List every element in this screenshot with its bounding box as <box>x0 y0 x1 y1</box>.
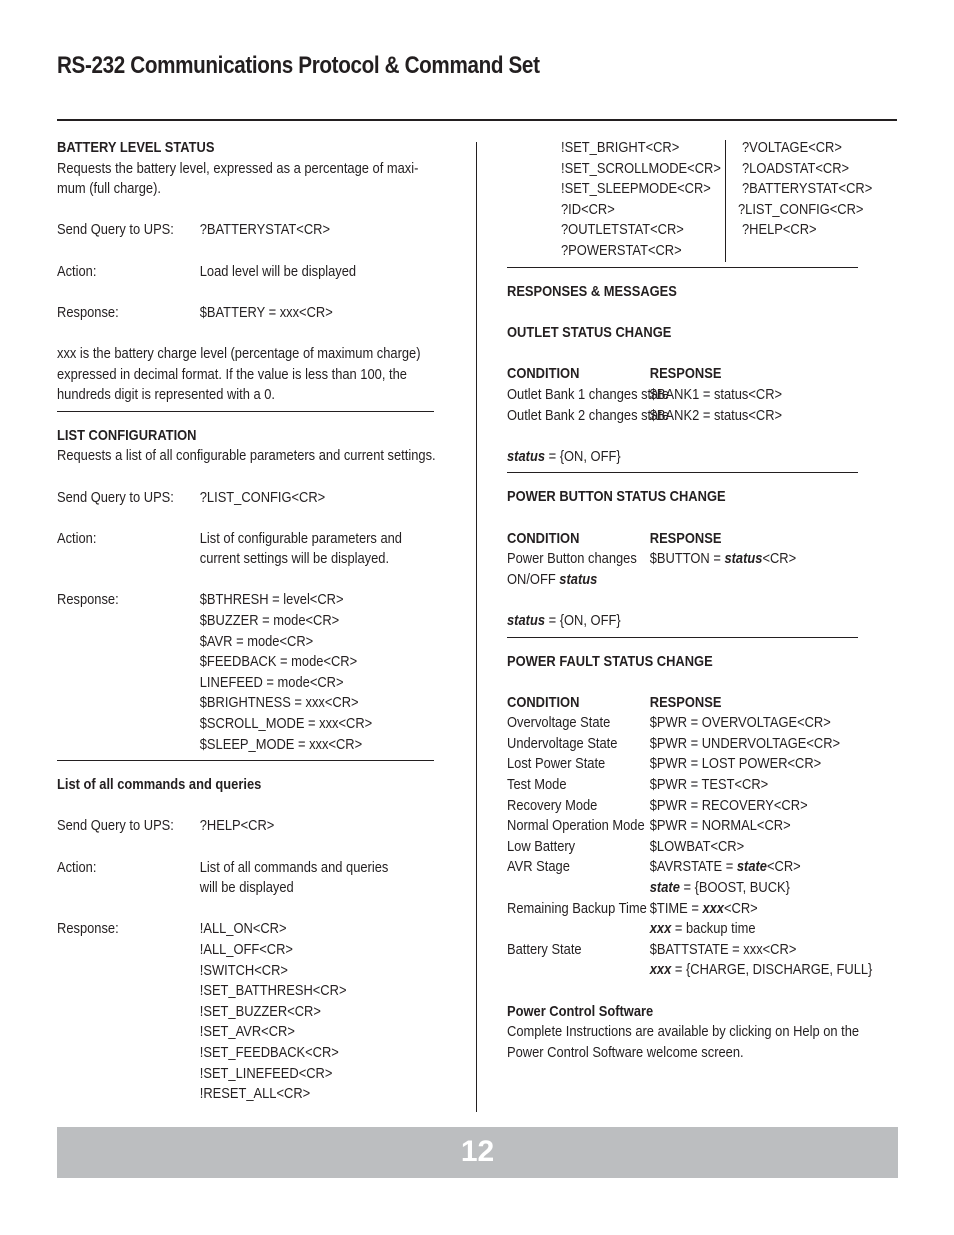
field-value: List of all commands and queries <box>199 858 389 876</box>
table-note-row <box>507 878 851 899</box>
condition-header: CONDITION <box>507 693 580 711</box>
field-value: $BATTERY = xxx<CR> <box>199 303 333 321</box>
section-divider <box>507 267 858 268</box>
note-line: hundreds digit is represented with a 0. <box>57 386 275 404</box>
response-row <box>57 303 392 324</box>
table-row <box>507 816 851 837</box>
condition-cell: Normal Operation Mode <box>507 817 645 835</box>
field-label: Action: <box>57 529 97 547</box>
response-cell: $BANK1 = status<CR> <box>649 385 783 403</box>
page-number: 12 <box>460 1135 495 1168</box>
footer-bar <box>57 1127 898 1178</box>
response-cell: $AVRSTATE = state<CR> <box>649 858 801 876</box>
power-fault-section <box>507 652 907 982</box>
status-definition: status = {ON, OFF} <box>507 611 621 629</box>
section-divider <box>57 760 434 761</box>
command-line: ?LIST_CONFIG<CR> <box>738 200 864 218</box>
command-line: !SET_LINEFEED<CR> <box>199 1064 333 1082</box>
condition-cell: Outlet Bank 1 changes state <box>507 385 670 403</box>
table-row <box>507 899 851 920</box>
command-line: ?ID<CR> <box>561 200 615 218</box>
condition-cell: Overvoltage State <box>507 714 611 732</box>
command-line: !SWITCH<CR> <box>199 961 288 979</box>
response-line: $SCROLL_MODE = xxx<CR> <box>199 715 373 733</box>
column-divider <box>476 142 477 1112</box>
response-line: $FEEDBACK = mode<CR> <box>199 653 358 671</box>
table-row <box>507 549 851 570</box>
section-divider <box>507 472 858 473</box>
commands-continued <box>561 138 907 262</box>
section-heading: LIST CONFIGURATION <box>57 426 197 444</box>
field-value: current settings will be displayed. <box>199 550 390 568</box>
condition-cell: Low Battery <box>507 837 576 855</box>
condition-cell: ON/OFF status <box>507 570 598 588</box>
command-line: !SET_BUZZER<CR> <box>199 1002 321 1020</box>
status-definition: status = {ON, OFF} <box>507 447 621 465</box>
response-cell: $PWR = LOST POWER<CR> <box>649 755 822 773</box>
table-row <box>507 857 851 878</box>
description-line: Requests the battery level, expressed as a percentage of maxi- <box>57 159 419 177</box>
outlet-status-section <box>507 323 907 467</box>
section-divider <box>57 411 434 412</box>
list-configuration-section <box>57 426 447 756</box>
table-row <box>507 406 851 427</box>
response-cell: $PWR = OVERVOLTAGE<CR> <box>649 714 831 732</box>
subsection-heading: POWER FAULT STATUS CHANGE <box>507 652 713 670</box>
commands-divider <box>725 140 726 262</box>
field-value: ?HELP<CR> <box>199 817 275 835</box>
command-line: !SET_FEEDBACK<CR> <box>199 1043 339 1061</box>
command-line: ?OUTLETSTAT<CR> <box>561 221 684 239</box>
description-line: Power Control Software welcome screen. <box>507 1043 744 1061</box>
description-line: Requests a list of all configurable parameters and current settings. <box>57 447 436 465</box>
condition-header: CONDITION <box>507 365 580 383</box>
right-column <box>507 138 907 1063</box>
field-label: Send Query to UPS: <box>57 488 174 506</box>
description-line: mum (full charge). <box>57 180 161 198</box>
field-value: ?BATTERYSTAT<CR> <box>199 221 330 239</box>
condition-cell: Battery State <box>507 940 582 958</box>
condition-cell: Lost Power State <box>507 755 606 773</box>
action-row <box>57 858 392 879</box>
response-line: $SLEEP_MODE = xxx<CR> <box>199 735 363 753</box>
power-button-section <box>507 487 907 631</box>
action-row <box>57 529 402 550</box>
command-line: ?POWERSTAT<CR> <box>561 241 682 259</box>
section-heading: RESPONSES & MESSAGES <box>507 283 677 300</box>
table-row <box>507 775 851 796</box>
description-line: Complete Instructions are available by clicking on Help on the <box>507 1023 860 1041</box>
command-line: !ALL_OFF<CR> <box>199 940 293 958</box>
condition-cell: Power Button changes <box>507 550 637 568</box>
field-value: List of configurable parameters and <box>199 529 402 547</box>
response-cell: $BANK2 = status<CR> <box>649 406 783 424</box>
send-query-row <box>57 220 392 241</box>
commands-continued-right <box>738 138 893 262</box>
field-label: Action: <box>57 262 97 280</box>
table-note-row <box>507 919 851 940</box>
response-line: $BRIGHTNESS = xxx<CR> <box>199 694 359 712</box>
command-line: ?HELP<CR> <box>742 221 817 239</box>
condition-cell: AVR Stage <box>507 858 570 876</box>
field-label: Action: <box>57 858 97 876</box>
left-column <box>57 138 447 1105</box>
title-rule <box>57 119 897 121</box>
table-note-row <box>507 960 873 981</box>
commands-continued-left <box>561 138 725 262</box>
table-row <box>507 940 851 961</box>
command-line: !SET_AVR<CR> <box>199 1023 295 1041</box>
subsection-heading: OUTLET STATUS CHANGE <box>507 324 672 342</box>
response-note: state = {BOOST, BUCK} <box>649 879 790 897</box>
command-line: !SET_BRIGHT<CR> <box>561 139 680 156</box>
send-query-row <box>57 488 392 509</box>
response-note: xxx = backup time <box>649 920 756 938</box>
response-cell: $PWR = UNDERVOLTAGE<CR> <box>649 734 841 752</box>
response-line: LINEFEED = mode<CR> <box>199 673 344 691</box>
note-line: expressed in decimal format. If the value is less than 100, the <box>57 365 407 383</box>
response-cell: $TIME = xxx<CR> <box>649 899 758 917</box>
response-line: $AVR = mode<CR> <box>199 632 314 650</box>
field-value: will be displayed <box>199 879 294 897</box>
command-line: !SET_SCROLLMODE<CR> <box>561 159 721 177</box>
table-row <box>507 837 851 858</box>
condition-cell: Test Mode <box>507 776 567 794</box>
command-line: ?LOADSTAT<CR> <box>742 159 850 177</box>
condition-cell: Outlet Bank 2 changes state <box>507 406 670 424</box>
condition-cell: Remaining Backup Time <box>507 899 647 917</box>
table-header <box>507 364 851 385</box>
command-line: !RESET_ALL<CR> <box>199 1085 311 1103</box>
page-title: RS-232 Communications Protocol & Command Set <box>57 52 540 79</box>
response-cell: $PWR = RECOVERY<CR> <box>649 796 808 814</box>
table-header <box>507 529 851 550</box>
response-header: RESPONSE <box>649 365 722 383</box>
condition-cell: Undervoltage State <box>507 734 618 752</box>
response-line: $BUZZER = mode<CR> <box>199 612 340 630</box>
field-value: ?LIST_CONFIG<CR> <box>199 488 326 506</box>
subsection-heading: Power Control Software <box>507 1002 654 1020</box>
field-label: Response: <box>57 920 119 938</box>
battery-level-section <box>57 138 447 406</box>
condition-cell: Recovery Mode <box>507 796 598 814</box>
section-heading: BATTERY LEVEL STATUS <box>57 139 215 156</box>
field-label: Response: <box>57 591 119 609</box>
field-label: Send Query to UPS: <box>57 817 174 835</box>
response-cell: $BUTTON = status<CR> <box>649 550 797 568</box>
response-cell: $PWR = NORMAL<CR> <box>649 817 791 835</box>
response-row <box>57 919 392 940</box>
send-query-row <box>57 816 392 837</box>
response-line: $BTHRESH = level<CR> <box>199 591 344 609</box>
response-header: RESPONSE <box>649 529 722 547</box>
response-row <box>57 590 392 611</box>
field-label: Response: <box>57 303 119 321</box>
command-line: !SET_SLEEPMODE<CR> <box>561 180 711 198</box>
section-heading: List of all commands and queries <box>57 776 262 794</box>
table-header <box>507 693 851 714</box>
field-label: Send Query to UPS: <box>57 221 174 239</box>
condition-header: CONDITION <box>507 529 580 547</box>
commands-section <box>57 775 447 1105</box>
response-header: RESPONSE <box>649 693 722 711</box>
response-cell: $LOWBAT<CR> <box>649 837 745 855</box>
table-row <box>507 713 851 734</box>
command-line: ?VOLTAGE<CR> <box>742 139 842 156</box>
field-value: Load level will be displayed <box>199 262 357 280</box>
response-cell: $PWR = TEST<CR> <box>649 776 769 794</box>
table-row <box>507 385 851 406</box>
table-row <box>507 734 851 755</box>
subsection-heading: POWER BUTTON STATUS CHANGE <box>507 488 726 506</box>
command-line: ?BATTERYSTAT<CR> <box>742 180 873 198</box>
note-line: xxx is the battery charge level (percentage of maximum charge) <box>57 344 421 362</box>
section-divider <box>507 637 858 638</box>
action-row <box>57 262 392 283</box>
response-cell: $BATTSTATE = xxx<CR> <box>649 940 797 958</box>
table-row <box>507 796 851 817</box>
power-control-software-section <box>507 1002 907 1064</box>
response-note: xxx = {CHARGE, DISCHARGE, FULL} <box>649 961 873 979</box>
table-row <box>507 754 851 775</box>
command-line: !ALL_ON<CR> <box>199 920 287 938</box>
command-line: !SET_BATTHRESH<CR> <box>199 982 347 1000</box>
